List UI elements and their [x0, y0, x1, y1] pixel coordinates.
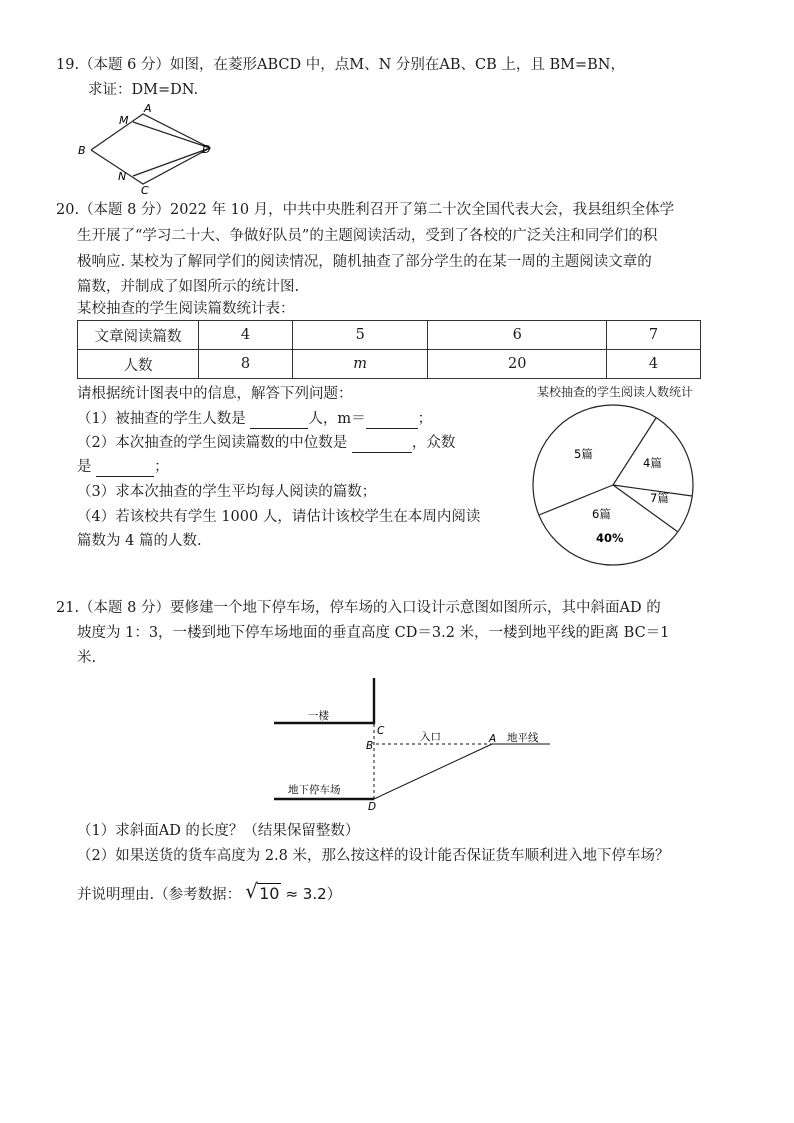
answer-blank[interactable] — [366, 412, 418, 429]
table-caption: 某校抽查的学生阅读篇数统计表： — [77, 301, 295, 317]
q20-part2 — [77, 433, 455, 453]
table-cell: 20 — [428, 350, 607, 379]
label-a: A — [144, 102, 152, 115]
q20-part4a: （4）若该校共有学生 1000 人，请估计该校学生在本周内阅读 — [77, 509, 481, 525]
label-b: B — [78, 144, 86, 157]
pie-label-6: 6篇 — [592, 507, 611, 521]
rhombus-outline — [91, 114, 210, 184]
table-cell: 人数 — [78, 350, 199, 379]
table-row — [78, 321, 701, 350]
label-d: D — [368, 801, 377, 812]
q21-sub2: （2）如果送货的货车高度为 2.8 米，那么按这样的设计能否保证货车顺利进入地下停车场？ — [77, 848, 670, 864]
part2-text-d: ； — [154, 459, 169, 475]
table-cell: 7 — [607, 321, 701, 350]
sqrt-sign: √ — [245, 879, 258, 903]
q21-line2: 坡度为 1：3，一楼到地下停车场地面的垂直高度 CD＝3.2 米，一楼到地平线的距离 BC＝1 — [77, 625, 670, 641]
q20-line3: 极响应. 某校为了解同学们的阅读情况，随机抽查了部分学生的在某一周的主题阅读文章的 — [77, 254, 652, 270]
pie-label-5: 5篇 — [574, 447, 593, 461]
q20-line1: 20.（本题 8 分）2022 年 10 月，中共中央胜利召开了第二十次全国代表大会，我县组织全体学 — [56, 202, 675, 218]
sub3-text-b: ≈ 3.2） — [285, 885, 342, 903]
table-cell: 4 — [607, 350, 701, 379]
reading-stats-table — [77, 320, 701, 379]
sub3-text-a: 并说明理由.（参考数据： — [77, 887, 242, 903]
q19-line2: 求证：DM=DN. — [88, 82, 199, 98]
parking-entrance-diagram — [260, 672, 570, 812]
q20-part2-cont — [77, 457, 169, 477]
q20-part3: （3）求本次抽查的学生平均每人阅读的篇数； — [77, 484, 377, 500]
label-m: M — [119, 114, 129, 127]
label-d: D — [202, 143, 211, 156]
label-horizon: 地平线 — [507, 732, 539, 744]
pie-label-7: 7篇 — [650, 491, 669, 505]
label-floor1: 一楼 — [308, 710, 329, 722]
q20-intro: 请根据统计图表中的信息，解答下列问题： — [77, 386, 353, 402]
label-c: C — [377, 725, 385, 737]
table-cell: 4 — [199, 321, 293, 350]
answer-blank[interactable] — [96, 460, 154, 477]
label-c: C — [141, 184, 149, 195]
rhombus-figure — [70, 100, 230, 195]
q20-part4b: 篇数为 4 篇的人数. — [77, 533, 202, 549]
table-row — [78, 350, 701, 379]
q19-line1: 19.（本题 6 分）如图，在菱形ABCD 中，点M、N 分别在AB、CB 上，且 BM=BN， — [56, 57, 625, 73]
q20-part1 — [77, 409, 432, 429]
part2-text-b: ，众数 — [411, 435, 456, 451]
sqrt-argument: 10 — [259, 884, 280, 903]
part1-text-b: 人，m＝ — [308, 411, 366, 427]
pie-chart — [530, 400, 700, 570]
answer-blank[interactable] — [352, 436, 412, 453]
q20-line4: 篇数，并制成了如图所示的统计图. — [77, 279, 300, 295]
sqrt-expression — [245, 879, 281, 904]
label-b: B — [366, 740, 374, 752]
label-a: A — [489, 733, 497, 745]
pie-label-4: 4篇 — [643, 456, 662, 470]
segment-nd — [133, 148, 210, 176]
part2-text-a: （2）本次抽查的学生阅读篇数的中位数是 — [77, 435, 352, 451]
label-garage: 地下停车场 — [288, 784, 341, 796]
slope-line — [374, 744, 492, 799]
label-n: N — [118, 170, 127, 183]
table-cell: m — [292, 350, 427, 379]
segment-md — [133, 122, 210, 148]
table-cell: 8 — [199, 350, 293, 379]
q21-sub1: （1）求斜面AD 的长度？（结果保留整数） — [77, 823, 360, 839]
q21-line3: 米. — [77, 650, 97, 666]
q20-line2: 生开展了“学习二十大、争做好队员”的主题阅读活动，受到了各校的广泛关注和同学们的积 — [77, 228, 658, 244]
table-cell: 文章阅读篇数 — [78, 321, 199, 350]
pie-title: 某校抽查的学生阅读人数统计 — [537, 385, 694, 399]
table-cell: 5 — [292, 321, 427, 350]
table-cell: 6 — [428, 321, 607, 350]
part1-text-c: ； — [417, 411, 433, 427]
pie-percent-label: 40% — [596, 531, 624, 545]
label-entrance: 入口 — [420, 731, 441, 743]
answer-blank[interactable] — [250, 412, 308, 429]
q21-sub3 — [77, 879, 342, 905]
part1-text-a: （1）被抽查的学生人数是 — [77, 411, 251, 427]
q21-line1: 21.（本题 8 分）要修建一个地下停车场，停车场的入口设计示意图如图所示，其中斜面AD 的 — [56, 600, 661, 616]
part2-text-c: 是 — [77, 459, 97, 475]
